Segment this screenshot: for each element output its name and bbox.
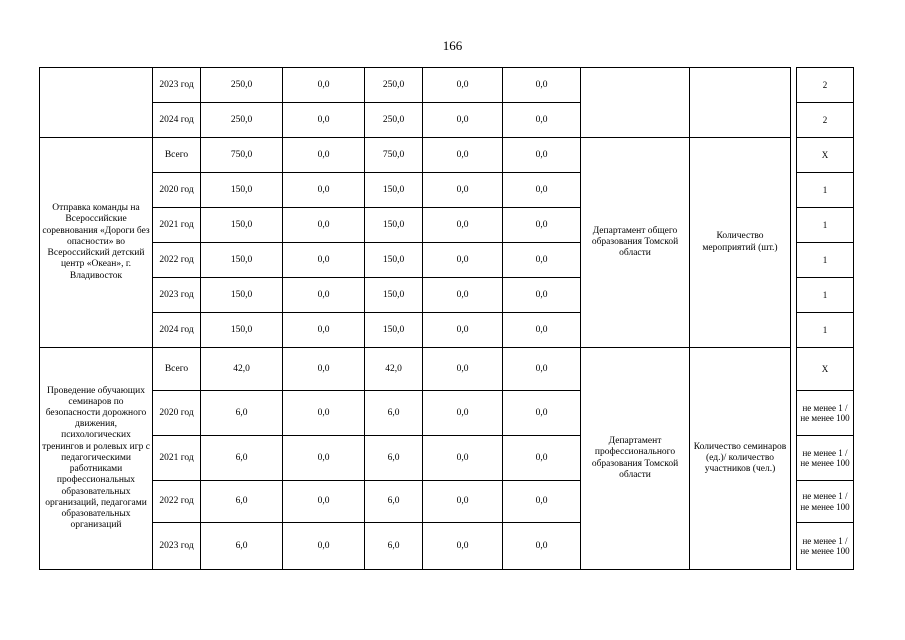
amount-local: 0,0 xyxy=(423,523,503,570)
amount-regional: 6,0 xyxy=(365,436,423,481)
amount-total: 750,0 xyxy=(201,138,283,173)
amount-other: 0,0 xyxy=(503,313,581,348)
year-cell: 2020 год xyxy=(153,391,201,436)
amount-federal: 0,0 xyxy=(283,138,365,173)
amount-total: 150,0 xyxy=(201,278,283,313)
amount-federal: 0,0 xyxy=(283,481,365,523)
amount-local: 0,0 xyxy=(423,391,503,436)
amount-other: 0,0 xyxy=(503,173,581,208)
amount-local: 0,0 xyxy=(423,68,503,103)
year-cell: 2024 год xyxy=(153,313,201,348)
amount-local: 0,0 xyxy=(423,436,503,481)
amount-regional: 150,0 xyxy=(365,243,423,278)
amount-local: 0,0 xyxy=(423,173,503,208)
indicator-value: не менее 1 / не менее 100 xyxy=(797,523,854,570)
amount-total: 6,0 xyxy=(201,391,283,436)
amount-total: 150,0 xyxy=(201,173,283,208)
amount-total: 250,0 xyxy=(201,103,283,138)
amount-total: 150,0 xyxy=(201,243,283,278)
table-row xyxy=(40,348,854,391)
amount-federal: 0,0 xyxy=(283,243,365,278)
amount-other: 0,0 xyxy=(503,278,581,313)
amount-local: 0,0 xyxy=(423,243,503,278)
amount-total: 150,0 xyxy=(201,208,283,243)
indicator-name: Количество семинаров (ед.)/ количество участников (чел.) xyxy=(690,348,791,570)
amount-other: 0,0 xyxy=(503,243,581,278)
amount-federal: 0,0 xyxy=(283,436,365,481)
responsible-department xyxy=(581,68,690,138)
amount-federal: 0,0 xyxy=(283,348,365,391)
amount-federal: 0,0 xyxy=(283,208,365,243)
amount-federal: 0,0 xyxy=(283,523,365,570)
indicator-value: 1 xyxy=(797,173,854,208)
amount-regional: 250,0 xyxy=(365,68,423,103)
budget-table xyxy=(39,67,854,570)
year-cell: 2022 год xyxy=(153,481,201,523)
amount-federal: 0,0 xyxy=(283,278,365,313)
year-cell: 2020 год xyxy=(153,173,201,208)
year-cell: 2023 год xyxy=(153,278,201,313)
amount-local: 0,0 xyxy=(423,278,503,313)
year-cell: 2022 год xyxy=(153,243,201,278)
amount-federal: 0,0 xyxy=(283,313,365,348)
amount-total: 6,0 xyxy=(201,523,283,570)
amount-regional: 6,0 xyxy=(365,391,423,436)
indicator-value: не менее 1 / не менее 100 xyxy=(797,391,854,436)
amount-regional: 750,0 xyxy=(365,138,423,173)
amount-other: 0,0 xyxy=(503,436,581,481)
year-cell: 2021 год xyxy=(153,436,201,481)
amount-local: 0,0 xyxy=(423,313,503,348)
year-cell: 2021 год xyxy=(153,208,201,243)
amount-other: 0,0 xyxy=(503,348,581,391)
indicator-value: не менее 1 / не менее 100 xyxy=(797,481,854,523)
indicator-name: Количество мероприятий (шт.) xyxy=(690,138,791,348)
amount-total: 6,0 xyxy=(201,436,283,481)
amount-federal: 0,0 xyxy=(283,103,365,138)
amount-local: 0,0 xyxy=(423,208,503,243)
indicator-value: Х xyxy=(797,348,854,391)
amount-federal: 0,0 xyxy=(283,173,365,208)
amount-regional: 150,0 xyxy=(365,313,423,348)
page-number: 166 xyxy=(442,38,463,53)
amount-total: 250,0 xyxy=(201,68,283,103)
amount-total: 6,0 xyxy=(201,481,283,523)
amount-local: 0,0 xyxy=(423,103,503,138)
amount-regional: 6,0 xyxy=(365,481,423,523)
amount-other: 0,0 xyxy=(503,391,581,436)
amount-federal: 0,0 xyxy=(283,391,365,436)
amount-other: 0,0 xyxy=(503,481,581,523)
amount-regional: 150,0 xyxy=(365,173,423,208)
indicator-value: 1 xyxy=(797,243,854,278)
amount-total: 150,0 xyxy=(201,313,283,348)
amount-total: 42,0 xyxy=(201,348,283,391)
amount-regional: 250,0 xyxy=(365,103,423,138)
amount-regional: 150,0 xyxy=(365,278,423,313)
amount-other: 0,0 xyxy=(503,103,581,138)
table-row xyxy=(40,138,854,173)
indicator-value: не менее 1 / не менее 100 xyxy=(797,436,854,481)
amount-federal: 0,0 xyxy=(283,68,365,103)
indicator-name xyxy=(690,68,791,138)
amount-local: 0,0 xyxy=(423,481,503,523)
event-description xyxy=(40,68,153,138)
indicator-value: 2 xyxy=(797,103,854,138)
event-description: Отправка команды на Всероссийские соревнования «Дороги без опасности» во Всероссийский детский центр «Океан», г. Владивосток xyxy=(40,138,153,348)
event-description: Проведение обучающих семинаров по безопасности дорожного движения, психологических тренингов и ролевых игр с педагогическими работниками профессиональных образовательных организаций, педагогами образовательных организаций xyxy=(40,348,153,570)
indicator-value: 1 xyxy=(797,208,854,243)
indicator-value: 1 xyxy=(797,278,854,313)
amount-regional: 150,0 xyxy=(365,208,423,243)
year-cell: 2023 год xyxy=(153,68,201,103)
amount-local: 0,0 xyxy=(423,138,503,173)
amount-regional: 42,0 xyxy=(365,348,423,391)
amount-other: 0,0 xyxy=(503,138,581,173)
year-cell: 2023 год xyxy=(153,523,201,570)
year-cell: Всего xyxy=(153,138,201,173)
indicator-value: 2 xyxy=(797,68,854,103)
table-row xyxy=(40,68,854,103)
indicator-value: 1 xyxy=(797,313,854,348)
amount-other: 0,0 xyxy=(503,68,581,103)
amount-local: 0,0 xyxy=(423,348,503,391)
year-cell: Всего xyxy=(153,348,201,391)
amount-other: 0,0 xyxy=(503,523,581,570)
responsible-department: Департамент профессионального образования Томской области xyxy=(581,348,690,570)
year-cell: 2024 год xyxy=(153,103,201,138)
amount-regional: 6,0 xyxy=(365,523,423,570)
indicator-value: Х xyxy=(797,138,854,173)
responsible-department: Департамент общего образования Томской области xyxy=(581,138,690,348)
amount-other: 0,0 xyxy=(503,208,581,243)
